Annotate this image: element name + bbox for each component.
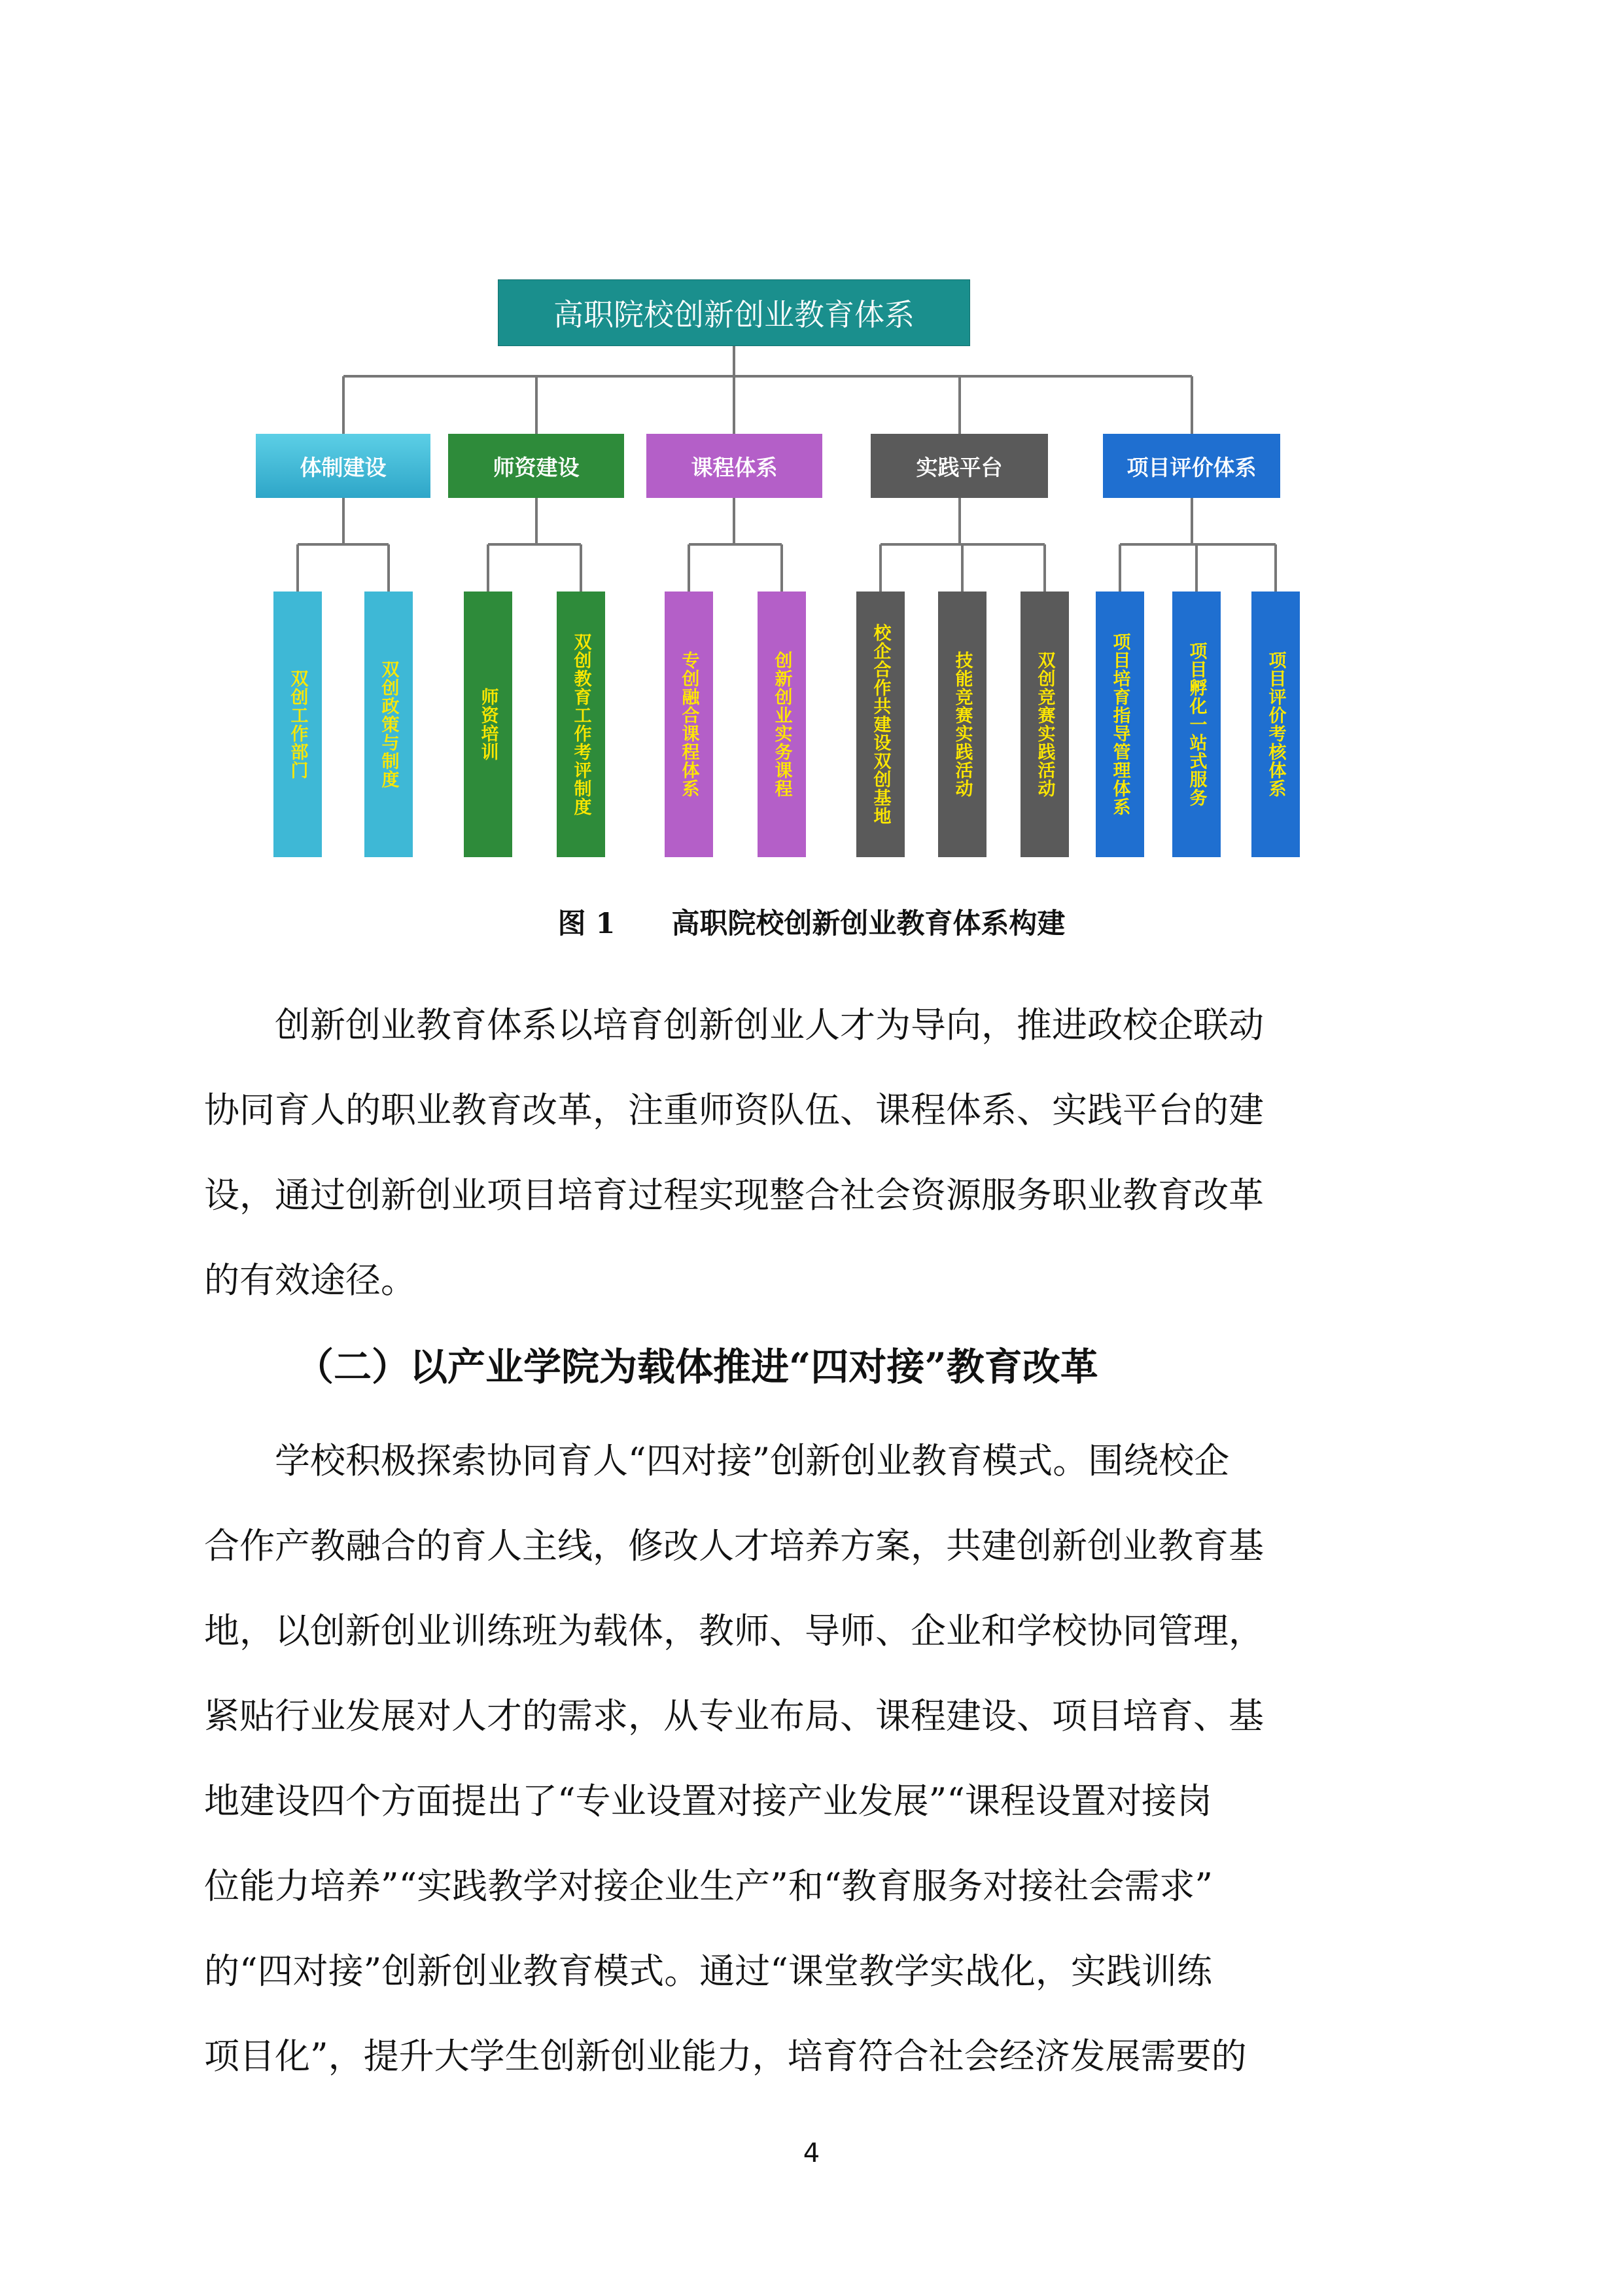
- leaf-node: [364, 592, 413, 857]
- leaf-node: [1172, 592, 1221, 857]
- category-node-institution: [256, 434, 430, 498]
- category-label: 实践平台: [916, 454, 1003, 480]
- text-line: 协同育人的职业教育改革，注重师资队伍、课程体系、实践平台的建: [204, 1089, 1264, 1131]
- category-label: 项目评价体系: [1126, 454, 1257, 480]
- leaf-node: [665, 592, 713, 857]
- figure-caption: 图 1 高职院校创新创业教育体系构建: [557, 908, 1066, 940]
- leaf-node: [856, 592, 905, 857]
- leaf-label: 校企合作共建设双创基地: [870, 624, 891, 825]
- text-line: 紧贴行业发展对人才的需求，从专业布局、课程建设、项目培育、基: [204, 1695, 1264, 1737]
- category-node-evaluation: [1103, 434, 1280, 498]
- text-line: 的“四对接”创新创业教育模式。通过“课堂教学实战化，实践训练: [204, 1951, 1212, 1992]
- text-line: 位能力培养”“实践教学对接企业生产”和“教育服务对接社会需求”: [204, 1865, 1213, 1907]
- body-paragraph: [204, 983, 1431, 1323]
- leaf-label: 专创融合课程体系: [678, 651, 699, 798]
- diagram-root-node: [498, 279, 970, 346]
- leaf-label: 项目评价考核体系: [1265, 651, 1286, 798]
- leaf-label: 师资培训: [478, 688, 498, 761]
- text-line: 学校积极探索协同育人“四对接”创新创业教育模式。围绕校企: [204, 1440, 1230, 1481]
- text-line: 设，通过创新创业项目培育过程实现整合社会资源服务职业教育改革: [204, 1174, 1264, 1216]
- section-heading: （二）以产业学院为载体推进“四对接”教育改革: [296, 1345, 1098, 1389]
- leaf-label: 双创工作部门: [287, 669, 308, 779]
- leaf-node: [1251, 592, 1300, 857]
- text-line: 项目化”，提升大学生创新创业能力，培育符合社会经济发展需要的: [204, 2036, 1247, 2077]
- leaf-label: 项目培育指导管理体系: [1109, 633, 1130, 816]
- text-line: 合作产教融合的育人主线，修改人才培养方案，共建创新创业教育基: [204, 1525, 1264, 1566]
- leaf-label: 双创政策与制度: [378, 660, 399, 788]
- leaf-label: 技能竞赛实践活动: [952, 651, 973, 798]
- leaf-node: [1096, 592, 1144, 857]
- text-line: 地建设四个方面提出了“专业设置对接产业发展”“课程设置对接岗: [204, 1780, 1212, 1822]
- category-node-faculty: [448, 434, 624, 498]
- category-node-practice: [871, 434, 1048, 498]
- leaf-label: 创新创业实务课程: [771, 651, 792, 798]
- leaf-node: [557, 592, 605, 857]
- leaf-label: 双创竞赛实践活动: [1034, 651, 1055, 798]
- leaf-label: 双创教育工作考评制度: [570, 633, 591, 816]
- text-line: 地，以创新创业训练班为载体，教师、导师、企业和学校协同管理，: [204, 1610, 1264, 1651]
- page-number: 4: [803, 2138, 820, 2168]
- leaf-node: [464, 592, 512, 857]
- category-label: 课程体系: [691, 454, 778, 480]
- text-line: 的有效途径。: [204, 1260, 416, 1301]
- leaf-node: [273, 592, 322, 857]
- category-label: 体制建设: [300, 454, 387, 480]
- root-label: 高职院校创新创业教育体系: [553, 297, 915, 332]
- leaf-node: [758, 592, 806, 857]
- body-paragraph: [204, 1419, 1431, 2099]
- leaf-label: 项目孵化一站式服务: [1186, 642, 1207, 807]
- leaf-node: [938, 592, 986, 857]
- text-line: 创新创业教育体系以培育创新创业人才为导向，推进政校企联动: [204, 1004, 1264, 1046]
- category-label: 师资建设: [493, 454, 580, 480]
- category-node-curriculum: [646, 434, 822, 498]
- leaf-node: [1021, 592, 1069, 857]
